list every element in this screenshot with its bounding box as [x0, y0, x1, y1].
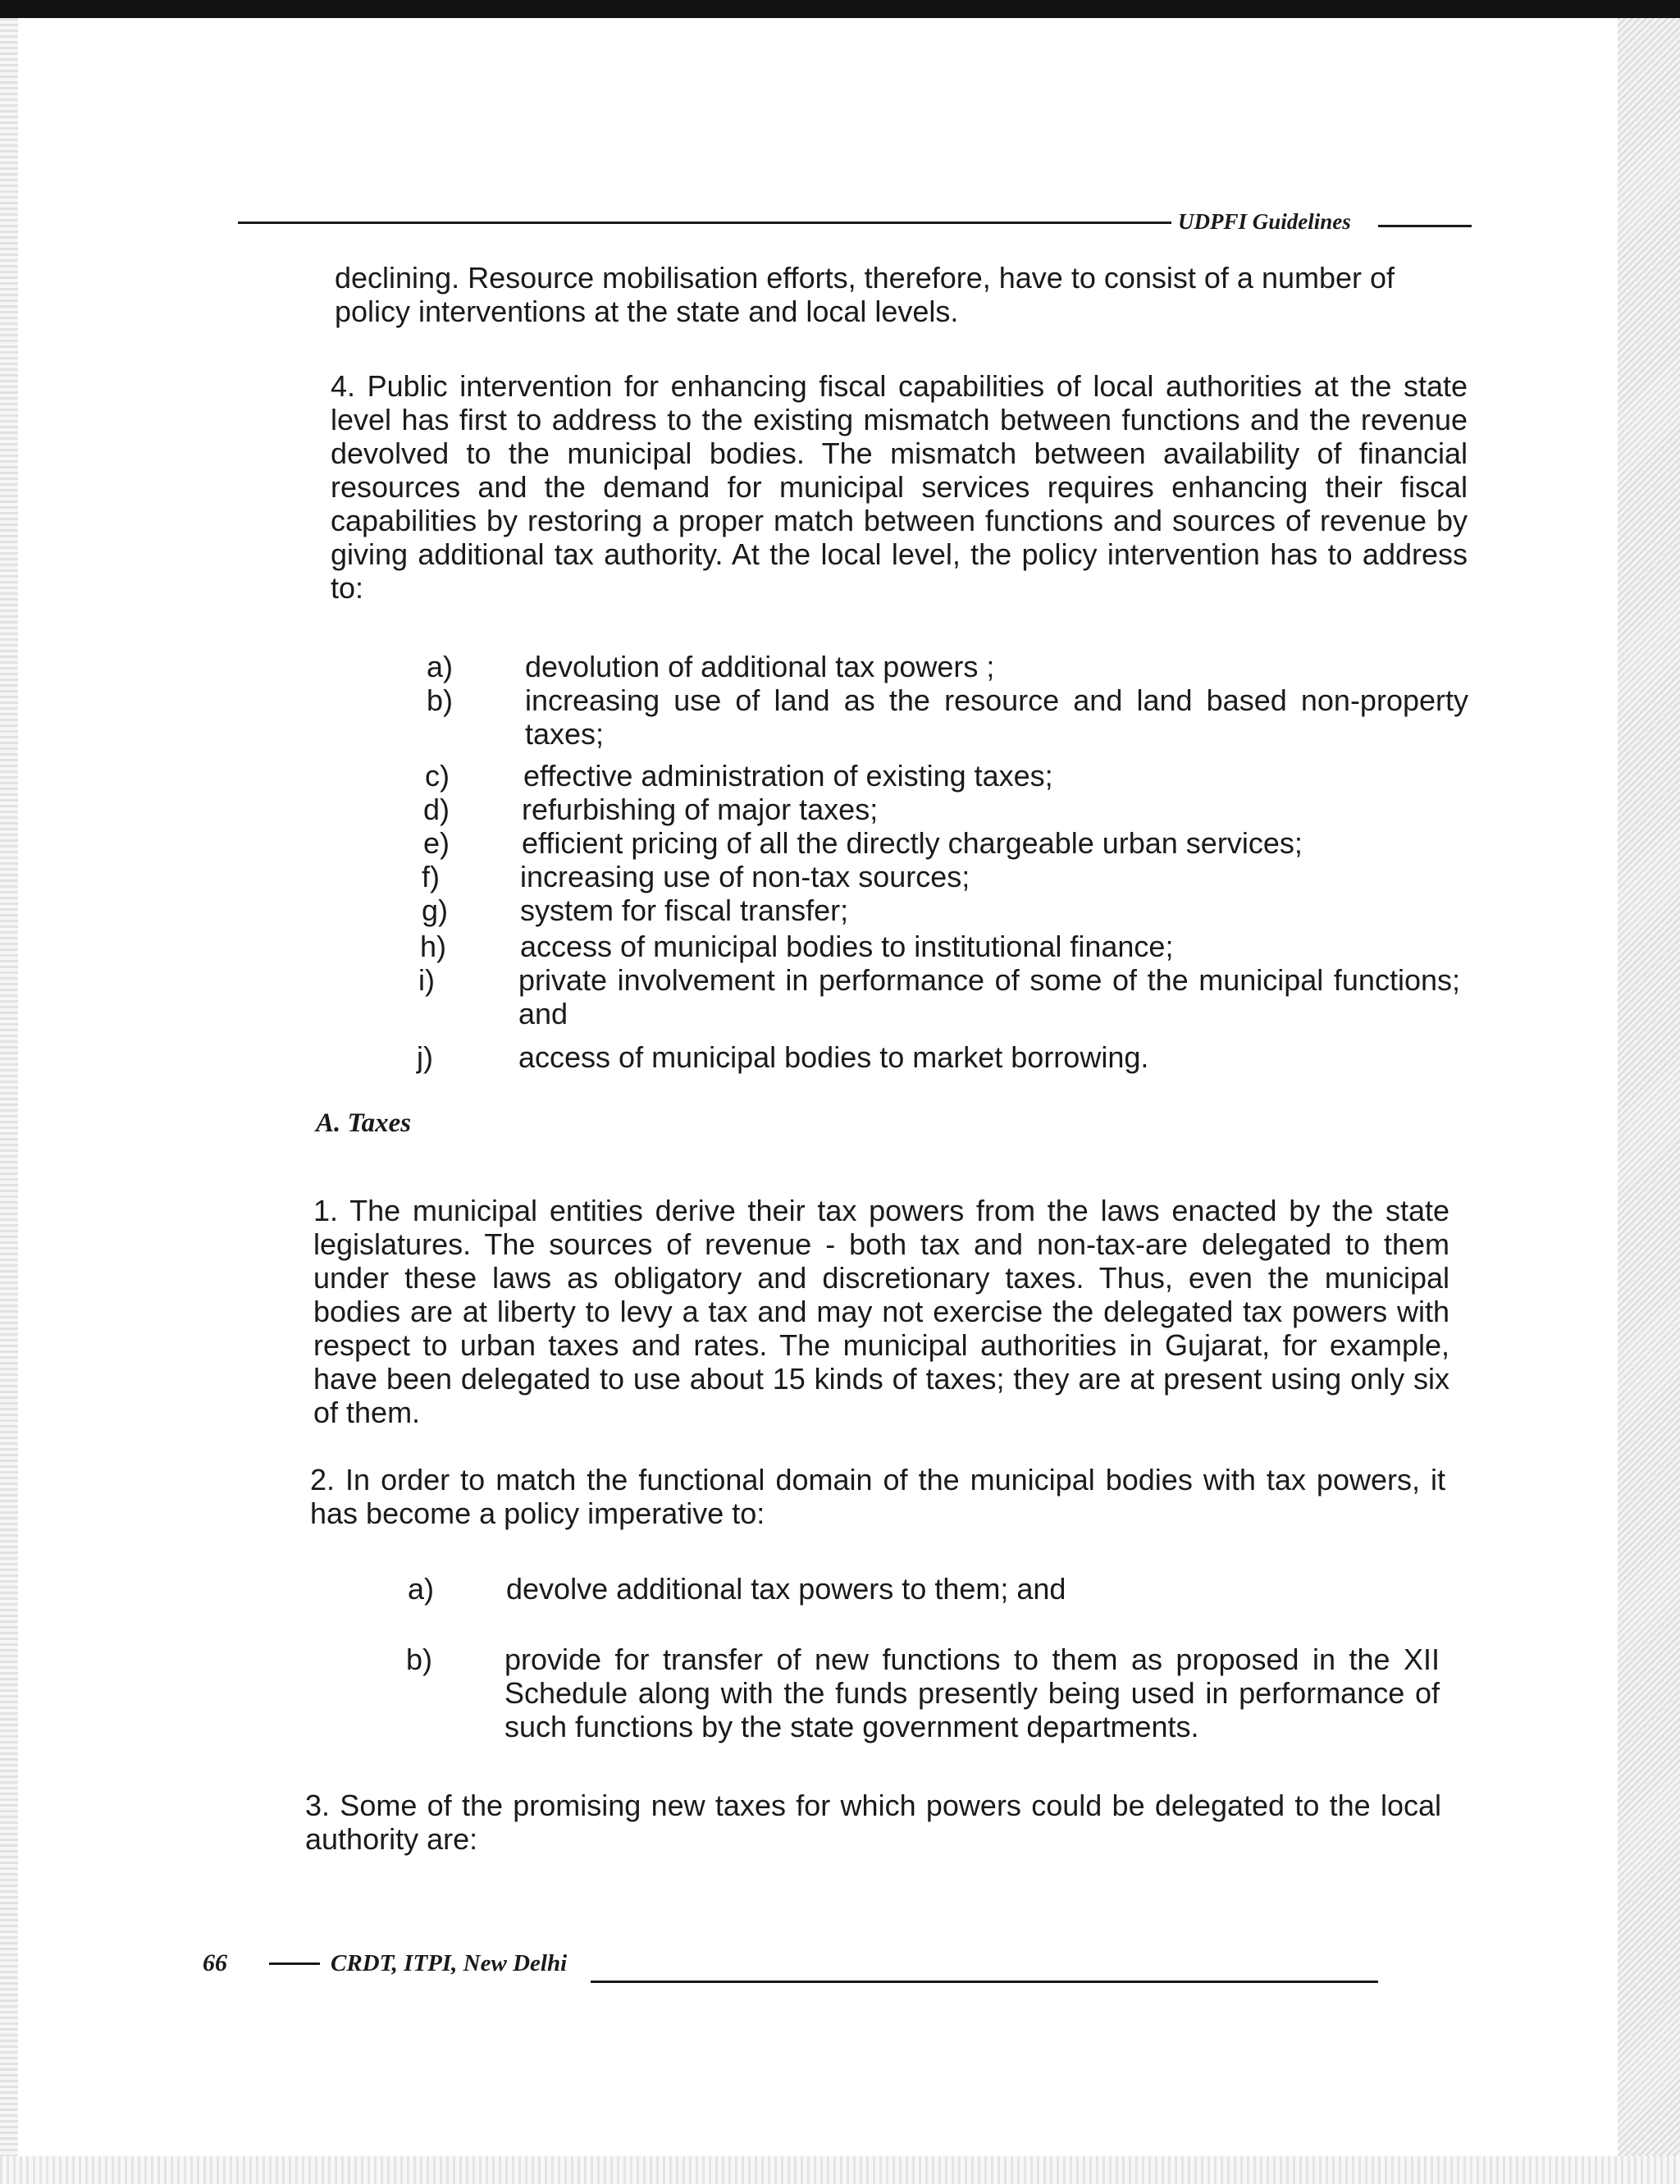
- intro-line-1: declining. Resource mobilisation efforts, therefore, have to consist of a number of: [335, 261, 1395, 295]
- list-text: devolve additional tax powers to them; and: [506, 1572, 1066, 1606]
- taxes-paragraph-3: 3. Some of the promising new taxes for which powers could be delegated to the local authority are:: [305, 1789, 1441, 1856]
- section-heading: A. Taxes: [316, 1108, 412, 1138]
- list-text: effective administration of existing taxes;: [523, 759, 1053, 793]
- list-marker: a): [408, 1572, 435, 1606]
- list-text: increasing use of land as the resource and land based non-property taxes;: [525, 683, 1468, 751]
- footer-rule-right: [591, 1981, 1378, 1983]
- header-rule-right: [1378, 225, 1472, 227]
- list-marker: i): [418, 963, 435, 997]
- list-text: increasing use of non-tax sources;: [520, 860, 970, 893]
- list-text: access of municipal bodies to institutional finance;: [520, 930, 1174, 963]
- footer-rule-left: [269, 1962, 320, 1965]
- list-marker: h): [420, 930, 447, 963]
- list-marker: a): [427, 650, 454, 683]
- list-marker: c): [425, 759, 450, 793]
- list-marker: f): [422, 860, 440, 893]
- scan-right-edge: [1618, 18, 1680, 2184]
- list-marker: j): [417, 1040, 433, 1074]
- header-rule-left: [238, 222, 1171, 224]
- scan-left-edge: [0, 18, 18, 2184]
- taxes-paragraph-1: 1. The municipal entities derive their tax powers from the laws enacted by the state legislatures. The sources of revenue - both tax and non-tax-are delegated to them under these laws as obligatory and discretionary taxes. Thus, even the municipal bodies are at liberty to levy a tax and may not exercise the delegated tax powers with respect to urban taxes and rates. The municipal authorities in Gujarat, for example, have been delegated to use about 15 kinds of taxes; they are at present using only six of them.: [313, 1194, 1449, 1429]
- list-text: access of municipal bodies to market borrowing.: [518, 1040, 1149, 1074]
- page-number: 66: [203, 1949, 227, 1976]
- taxes-paragraph-2: 2. In order to match the functional domain of the municipal bodies with tax powers, it has become a policy imperative to:: [310, 1463, 1445, 1530]
- footer-org: CRDT, ITPI, New Delhi: [331, 1950, 568, 1976]
- list-marker: d): [423, 793, 450, 826]
- list-text: refurbishing of major taxes;: [522, 793, 879, 826]
- list-text: devolution of additional tax powers ;: [525, 650, 995, 683]
- list-text: system for fiscal transfer;: [520, 893, 849, 927]
- running-header: UDPFI Guidelines: [1178, 209, 1351, 234]
- list-marker: g): [422, 893, 449, 927]
- scan-bottom-edge: [0, 2156, 1680, 2184]
- intro-line-2: policy interventions at the state and local levels.: [335, 295, 959, 328]
- scan-top-border: [0, 0, 1680, 18]
- list-text: provide for transfer of new functions to them as proposed in the XII Schedule along with the funds presently being used in performance of such functions by the state government departments.: [504, 1643, 1440, 1743]
- list-text: private involvement in performance of some of the municipal functions; and: [518, 963, 1460, 1030]
- list-text: efficient pricing of all the directly chargeable urban services;: [522, 826, 1303, 860]
- list-marker: b): [427, 683, 454, 717]
- paragraph-4: 4. Public intervention for enhancing fiscal capabilities of local authorities at the state level has first to address to the existing mismatch between functions and the revenue devolved to the municipal bodies. The mismatch between availability of financial resources and the demand for municipal services requires enhancing their fiscal capabilities by restoring a proper match between functions and sources of revenue by giving additional tax authority. At the local level, the policy intervention has to address to:: [331, 369, 1468, 605]
- list-marker: b): [406, 1643, 433, 1676]
- list-marker: e): [423, 826, 450, 860]
